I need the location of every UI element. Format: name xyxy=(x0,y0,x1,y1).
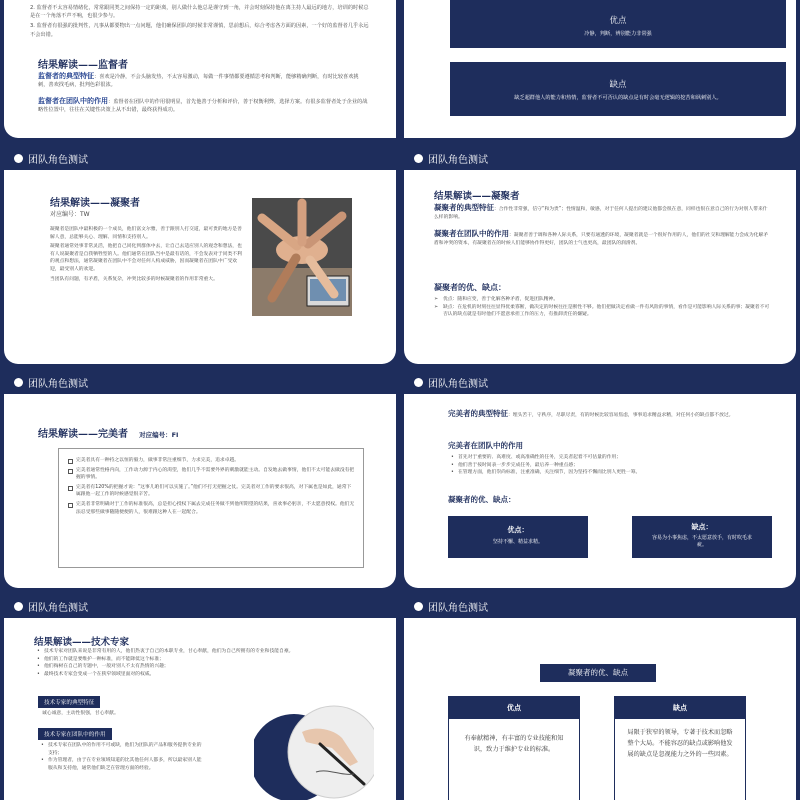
typical-title: 凝聚者的典型特征 xyxy=(434,203,494,212)
expert-list xyxy=(36,648,380,678)
procon-title: 凝聚者的优、缺点： xyxy=(448,495,516,504)
slide-title-row xyxy=(38,422,178,441)
header-dot-icon xyxy=(414,378,423,387)
slide-body xyxy=(404,618,796,800)
role-title: 完美者在团队中的作用 xyxy=(448,441,523,450)
con-card xyxy=(614,696,746,800)
role-item: • 在管理方面，他们崇尚标准，注重准确，关注细节，因为坚持不懈而比别人更胜一筹。 xyxy=(450,469,770,477)
typical-label: 技术专家的典型特征 xyxy=(38,696,100,708)
slide-body xyxy=(404,394,796,588)
slide-supervisor-procon xyxy=(404,0,796,138)
slide-title: 结果解读——技术专家 xyxy=(34,637,130,648)
banner: 凝聚者的优、缺点 xyxy=(540,664,656,682)
slide-body xyxy=(404,170,796,364)
procon-title: 凝聚者的优、缺点： xyxy=(434,283,506,292)
typical-paragraph xyxy=(434,204,772,221)
header-dot-icon xyxy=(14,154,23,163)
expert-item: • 最终技术专家会变成一个在狭窄领域里面对的权威。 xyxy=(36,671,380,679)
slide-body xyxy=(4,394,396,588)
perfectionist-box xyxy=(58,448,364,568)
con-text: 容易为小事焦虑，不太愿意放手，有时吹毛求疵。 xyxy=(651,535,752,548)
perfectionist-item: 完美者具有一种持之以恒的毅力，做事非常注重细节，力求完美，追求卓越。 xyxy=(67,457,355,465)
slide-expert-procon xyxy=(404,594,796,800)
slide-perfectionist-intro xyxy=(4,370,396,588)
perfectionist-item: 完美者有120%的把握才说：“这事儿咱们可以实施了。”他们不打无把握之仗。完美者对工作的要求很高，对下属也是如此，通常下属跟他一起工作的时候感觉很辛苦。 xyxy=(67,484,355,499)
signing-hand-photo xyxy=(254,702,374,800)
role-paragraph xyxy=(38,97,368,114)
slide-header xyxy=(404,594,796,618)
team-hands-photo xyxy=(252,198,352,316)
slide-header xyxy=(4,146,396,170)
header-dot-icon xyxy=(414,602,423,611)
pro-title: 优点： xyxy=(507,526,529,534)
pro-text: 有奉献精神，有丰富的专业技能和知识，致力于维护专业的标准。 xyxy=(464,735,564,753)
cohesive-paragraphs xyxy=(50,226,246,283)
pro-text: 坚持不懈、精益求精。 xyxy=(492,539,543,545)
slide-supervisor-interpretation xyxy=(4,0,396,138)
role-list xyxy=(450,454,770,477)
code-label: 对应编号：TW xyxy=(50,211,90,218)
cohesive-paragraph-1: 凝聚者是团队中最积极的一个成员，他们富文尔雅，善于跟别人打交道，最可贵的地方是善解人意，总能够关心、理解、同情和支持别人。 xyxy=(50,227,242,240)
typical-text: 诚心诚意，主动性很强，甘心奉献。 xyxy=(42,711,119,716)
header-dot-icon xyxy=(414,154,423,163)
role-title: 凝聚者在团队中的作用 xyxy=(434,229,509,238)
header-label: 团队角色测试 xyxy=(428,154,488,166)
procon-item: ➢ 优点：随和应变，善于化解各种矛盾，促进团队精神。 xyxy=(434,296,772,304)
section-title: 结果解读——监督者 xyxy=(38,60,128,71)
header-label: 团队角色测试 xyxy=(428,602,488,614)
slide-cohesive-detail xyxy=(404,146,796,364)
slide-expert xyxy=(4,594,396,800)
role-item: • 首先对于重要的、高难度、或高准确性的任务，完美者起着不可估量的作用； xyxy=(450,454,770,462)
code-label: 对应编号：FI xyxy=(139,431,179,439)
slide-header xyxy=(404,370,796,394)
role-title: 监督者在团队中的作用 xyxy=(38,97,108,105)
role-label: 技术专家在团队中的作用 xyxy=(38,728,112,740)
perfectionist-list xyxy=(67,457,355,516)
slide-body xyxy=(4,170,396,364)
role-text: ：监督者在团队中的作用很明显，首先他善于分析和评价，善于权衡利弊，选择方案。有很多监督者处于企业的战略性位置中，往往在关键性决策上从不出错，最终获得成功。 xyxy=(38,99,368,114)
header-dot-icon xyxy=(14,602,23,611)
con-title: 缺点 xyxy=(609,80,627,90)
cohesive-paragraph-2: 凝聚者通常处事非常灵活，他把自己同化到群体中去，让自己去适应别人的观念和想法，也有人说凝聚者是自我牺牲型的人。他们通常在团队当中是最有话的，不会发表对于同类不利的观点和想法，通常凝聚者在团队中不会对任何人构成威胁，因而凝聚者在团队中广受欢迎，最受别人的欢迎。 xyxy=(50,244,242,272)
expert-role-item: • 作为管理者，由于在专业领域知道的比其他任何人都多，所以最家别人能服从和支持他，通常他们缺乏在管理方面的经验。 xyxy=(40,757,204,772)
expert-role-item: • 技术专家在团队中的作用不可或缺，他们为团队的产品和服务提供专业的支持； xyxy=(40,742,204,757)
typical-title: 监督者的典型特征 xyxy=(38,72,94,80)
pro-text: 冷静，判断，辨别能力非常强 xyxy=(584,31,652,37)
expert-item: • 技术专家对团队来说是非常有用的人，他们热衷于自己的本职专业，甘心奉献，他们为自己所拥有的专业和技能自豪。 xyxy=(36,648,380,656)
typical-title: 完美者的典型特征 xyxy=(448,409,508,418)
procon-list xyxy=(434,296,772,319)
con-box xyxy=(450,62,786,116)
slide-header xyxy=(4,370,396,394)
header-dot-icon xyxy=(14,378,23,387)
role-item: • 他们善于按时间表一步步完成任务，最后养一种重点感； xyxy=(450,462,770,470)
pro-title: 优点 xyxy=(609,16,627,26)
con-title: 缺点： xyxy=(691,523,713,531)
slide-cohesive-intro xyxy=(4,146,396,364)
pro-box xyxy=(448,516,588,558)
slide-header xyxy=(404,146,796,170)
typical-text: ：埋头苦干，守秩序，尽职尽责，有的时候比较容易焦虑，事事追求精益求精，对任何小的缺点都不放过。 xyxy=(508,413,734,418)
typical-text: ：合作性非常强，信守“和为贵”；性情温和，敏感，对于任何人提出的建议他都会很在意，同样也很在意自己的行为对别人带来什么样的影响。 xyxy=(434,207,768,220)
pro-title: 优点 xyxy=(449,697,579,719)
slide-title: 结果解读——完美者 xyxy=(38,429,128,440)
header-label: 团队角色测试 xyxy=(28,378,88,390)
slide-title: 结果解读——凝聚者 xyxy=(434,191,520,202)
header-label: 团队角色测试 xyxy=(28,154,88,166)
con-text: 缺乏超群他人的能力和热情，监督者不可否认的缺点是有时会毫无逻辑的挖苦和讽刺别人。 xyxy=(514,95,722,101)
typical-paragraph xyxy=(38,72,368,89)
header-label: 团队角色测试 xyxy=(28,602,88,614)
role-paragraph xyxy=(434,230,772,247)
pro-box xyxy=(450,0,786,48)
expert-item: • 他们的工作就是要维护一种标准，而不能降低这个标准； xyxy=(36,656,380,664)
header-label: 团队角色测试 xyxy=(428,378,488,390)
procon-item: ➢ 缺点：在危机的时刻往往显得优柔寡断，做决定的时候往往是断性不够。他们把做决定看做一件有风险的事情，看作是可能影响人际关系的事；凝聚者不可否认的缺点就是有时他们不愿意承担工作的压力，有推卸责任的嫌疑。 xyxy=(434,304,772,319)
slide-header xyxy=(4,594,396,618)
con-text: 局限于狭窄的领导，专著于技术而忽略整个大局。不能容忍的缺点或影响他发展的缺点是忽视能力之外的一些因素。 xyxy=(627,729,733,758)
role-text: ：凝聚者善于调和各种人际关系，只要有通透的环境，凝聚者就是一个很好作用的人，他们的社交和理解能力会成为化解矛盾和冲突的资本，有凝聚者在的时候人们能够协作得更好，团队的士气也更高，最团队的润滑剂。 xyxy=(434,233,769,246)
cohesive-paragraph-3: 当团队有问题，有矛盾，关系复杂，冲突比较多的时候凝聚者的作用非常重大。 xyxy=(50,276,218,282)
con-box xyxy=(632,516,772,558)
supervisor-item-3: 3. 监督者有很强的批判性，凡事从都要物出一点问题，他们确保团队的时候非常谨慎，思前想后，综合考虑各方面的因素，一个好的监督者几乎永远不会出错。 xyxy=(30,23,369,38)
supervisor-items xyxy=(30,4,370,39)
supervisor-item-2: 2. 监督者不太容易情绪化，常常跟同类之间保持一定的距离，别人做什么他总是谨守到一角，并会时刻保持他在离主持人最远的地方，培训的时候总是在一个角落不声不响，也很少参与。 xyxy=(30,5,369,20)
expert-role-list xyxy=(40,742,204,772)
slide-title: 结果解读——凝聚者 xyxy=(50,198,140,209)
perfectionist-item: 完美者非常明确对于工作的标准很高，总是担心授权下属去完成任务做不到他所期望的结果，喜欢事必躬亲，不太愿意授权。他们无法忍受那些做事随随便便的人，很难跟这种人在一起配合。 xyxy=(67,501,355,516)
slide-body xyxy=(4,618,396,800)
slide-perfectionist-detail xyxy=(404,370,796,588)
typical-paragraph xyxy=(448,410,770,420)
typical-text: ：喜欢是冷静，不会头脑发热，不太容易激动，每做一件事情都要遵循思考和判断，能够精确判断，有时比较喜欢挑刺，善欢找毛病，批判色彩很浓。 xyxy=(38,74,359,89)
perfectionist-item: 完美者通常性格内向，工作动力源于内心的渴望，他们几乎不需要外界的刺激就能主动。自发地去做事情，他们不太可能去做没有把握的事情。 xyxy=(67,467,355,482)
expert-item: • 他们掏树在自己的专题中，一般对别人不太有热情的兴趣； xyxy=(36,663,380,671)
con-title: 缺点 xyxy=(615,697,745,719)
pro-card xyxy=(448,696,580,800)
